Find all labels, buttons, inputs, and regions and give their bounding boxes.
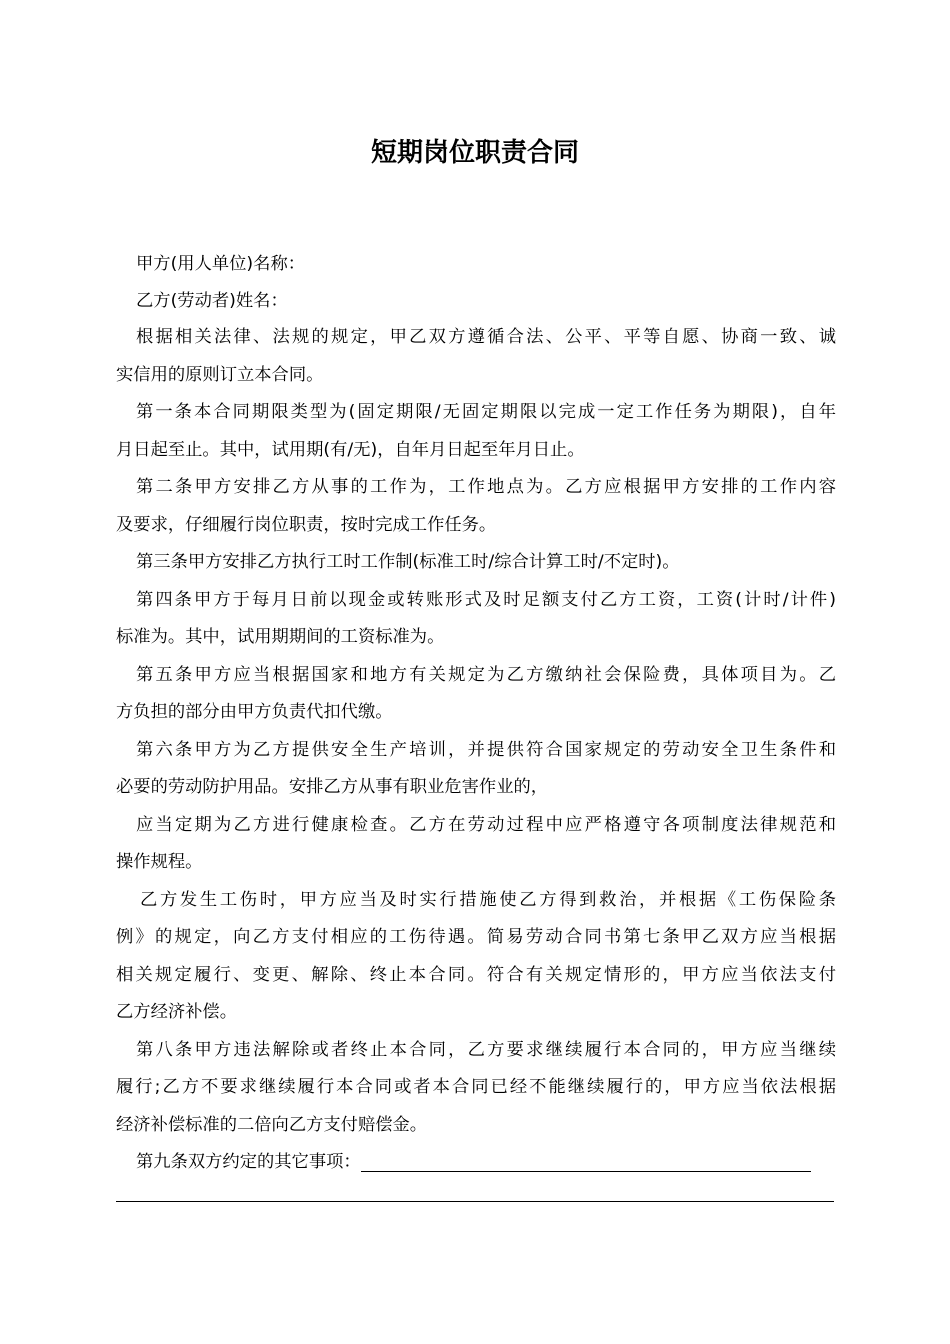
injury-line-3: 相关规定履行、变更、解除、终止本合同。符合有关规定情形的，甲方应当依法支付 xyxy=(116,965,836,985)
article-9-line xyxy=(116,1152,836,1172)
article-4-line-1: 第四条甲方于每月日前以现金或转账形式及时足额支付乙方工资，工资(计时/计件) xyxy=(136,590,836,610)
preamble-line-1: 根据相关法律、法规的规定，甲乙双方遵循合法、公平、平等自愿、协商一致、诚 xyxy=(136,327,836,347)
article-2-line-1: 第二条甲方安排乙方从事的工作为，工作地点为。乙方应根据甲方安排的工作内容 xyxy=(136,477,836,497)
article-8-line-1: 第八条甲方违法解除或者终止本合同，乙方要求继续履行本合同的，甲方应当继续 xyxy=(136,1040,836,1060)
injury-line-1: 乙方发生工伤时，甲方应当及时实行措施使乙方得到救治，并根据《工伤保险条 xyxy=(140,890,836,910)
injury-line-4: 乙方经济补偿。 xyxy=(116,1002,237,1022)
article-1-line-2: 月日起至止。其中，试用期(有/无)，自年月日起至年月日止。 xyxy=(116,440,585,460)
article-2-line-2: 及要求，仔细履行岗位职责，按时完成工作任务。 xyxy=(116,515,497,535)
article-6-line-2: 必要的劳动防护用品。安排乙方从事有职业危害作业的， xyxy=(116,777,549,797)
injury-line-2: 例》的规定，向乙方支付相应的工伤待遇。简易劳动合同书第七条甲乙双方应当根据 xyxy=(116,927,836,947)
article-8-line-2: 履行;乙方不要求继续履行本合同或者本合同已经不能继续履行的，甲方应当依法根据 xyxy=(116,1077,836,1097)
article-5-line-2: 方负担的部分由甲方负责代扣代缴。 xyxy=(116,702,393,722)
document-title: 短期岗位职责合同 xyxy=(370,138,579,168)
article-9-blank-line[interactable] xyxy=(361,1155,811,1172)
preamble-line-2: 实信用的原则订立本合同。 xyxy=(116,365,324,385)
article-3-line-1: 第三条甲方安排乙方执行工时工作制(标准工时/综合计算工时/不定时)。 xyxy=(136,552,680,572)
article-5-line-1: 第五条甲方应当根据国家和地方有关规定为乙方缴纳社会保险费，具体项目为。乙 xyxy=(136,665,836,685)
blank-fill-rule[interactable] xyxy=(116,1201,834,1202)
party-a-name-line: 甲方(用人单位)名称： xyxy=(136,254,306,274)
article-6-line-1: 第六条甲方为乙方提供安全生产培训，并提供符合国家规定的劳动安全卫生条件和 xyxy=(136,740,836,760)
article-8-line-3: 经济补偿标准的二倍向乙方支付赔偿金。 xyxy=(116,1115,428,1135)
article-4-line-2: 标准为。其中，试用期期间的工资标准为。 xyxy=(116,627,445,647)
article-6-line-3: 应当定期为乙方进行健康检查。乙方在劳动过程中应严格遵守各项制度法律规范和 xyxy=(136,815,836,835)
article-1-line-1: 第一条本合同期限类型为(固定期限/无固定期限以完成一定工作任务为期限)，自年 xyxy=(136,402,836,422)
article-9-label: 第九条双方约定的其它事项： xyxy=(136,1152,361,1172)
article-6-line-4: 操作规程。 xyxy=(116,852,203,872)
party-b-name-line: 乙方(劳动者)姓名： xyxy=(136,291,288,311)
